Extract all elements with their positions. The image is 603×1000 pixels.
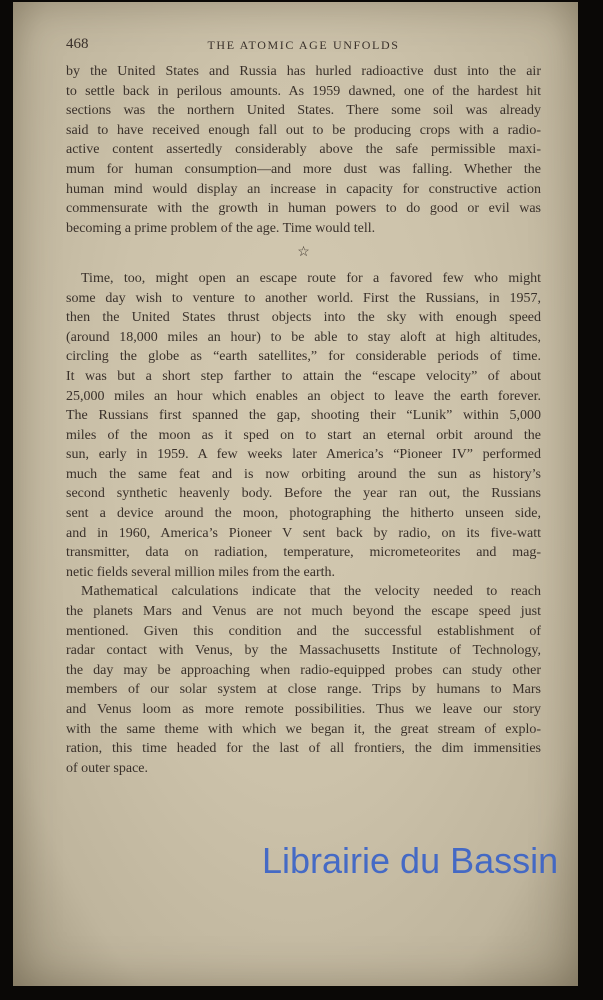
paragraph (66, 582, 541, 778)
text-line: miles of the moon as it sped on to start an eternal orbit around the (66, 427, 541, 443)
text-line: becoming a prime problem of the age. Time would tell. (66, 220, 376, 236)
text-line: ration, this time headed for the last of all frontiers, the dim immensities (66, 741, 541, 757)
text-line: by the United States and Russia has hurled radioactive dust into the air (66, 64, 541, 79)
text-line: transmitter, data on radiation, temperature, micrometeorites and mag- (66, 545, 541, 561)
text-line: and Venus loom as more remote possibilities. Thus we leave our story (66, 702, 541, 717)
watermark: Librairie du Bassin (262, 840, 559, 881)
page-number: 468 (66, 36, 89, 52)
text-line: mum for human consumption—and more dust was falling. Whether the (66, 161, 541, 177)
paragraph (66, 62, 541, 238)
text-line: netic fields several million miles from the earth. (66, 564, 336, 580)
text-line: of outer space. (66, 760, 149, 776)
page-header (66, 35, 541, 55)
text-line: second synthetic heavenly body. Before the year ran out, the Russians (66, 486, 541, 502)
text-line: commensurate with the growth in human powers to do good or evil was (66, 201, 541, 217)
text-line: 25,000 miles an hour which enables an object to leave the earth forever. (66, 388, 541, 404)
text-line: active content assertedly considerably above the safe permissible maxi- (66, 142, 541, 158)
text-line: said to have received enough fall out to be producing crops with a radio- (66, 122, 541, 138)
section-divider-star: ☆ (297, 245, 310, 261)
text-line: the planets Mars and Venus are not much beyond the escape speed just (66, 604, 541, 620)
text-line: Mathematical calculations indicate that the velocity needed to reach (81, 584, 541, 600)
text-line: much the same feat and is now orbiting around the sun as history’s (66, 466, 541, 482)
text-line: then the United States thrust objects into the sky with enough speed (66, 310, 541, 326)
text-line: Time, too, might open an escape route for a favored few who might (81, 270, 541, 286)
text-line: to settle back in perilous amounts. As 1959 dawned, one of the hardest hit (66, 83, 541, 99)
text-line: with the same theme with which we began it, the great stream of explo- (66, 721, 541, 737)
text-line: sent a device around the moon, photographing the hitherto unseen side, (66, 506, 541, 522)
text-line: sections was the northern United States. There some soil was already (66, 103, 541, 119)
text-line: sun, early in 1959. A few weeks later America’s “Pioneer IV” performed (66, 447, 541, 463)
paragraph (66, 269, 541, 583)
text-line: (around 18,000 miles an hour) to be able to stay aloft at high altitudes, (66, 329, 541, 345)
text-line: some day wish to venture to another world. First the Russians, in 1957, (66, 290, 541, 306)
text-line: It was but a short step farther to attain the “escape velocity” of about (66, 368, 541, 384)
page-body (66, 62, 541, 778)
text-line: human mind would display an increase in capacity for constructive action (66, 181, 541, 197)
text-line: mentioned. Given this condition and the successful establishment of (66, 623, 541, 639)
text-line: The Russians first spanned the gap, shooting their “Lunik” within 5,000 (66, 408, 541, 424)
text-line: radar contact with Venus, by the Massachusetts Institute of Technology, (66, 643, 541, 659)
text-line: and in 1960, America’s Pioneer V sent back by radio, on its five-watt (66, 525, 541, 541)
text-line: the day may be approaching when radio-equipped probes can study other (66, 662, 541, 678)
book-page (13, 2, 578, 986)
text-line: members of our solar system at close range. Trips by humans to Mars (66, 682, 541, 698)
running-title: THE ATOMIC AGE UNFOLDS (207, 38, 400, 52)
text-line: circling the globe as “earth satellites,” for considerable periods of time. (66, 349, 541, 365)
